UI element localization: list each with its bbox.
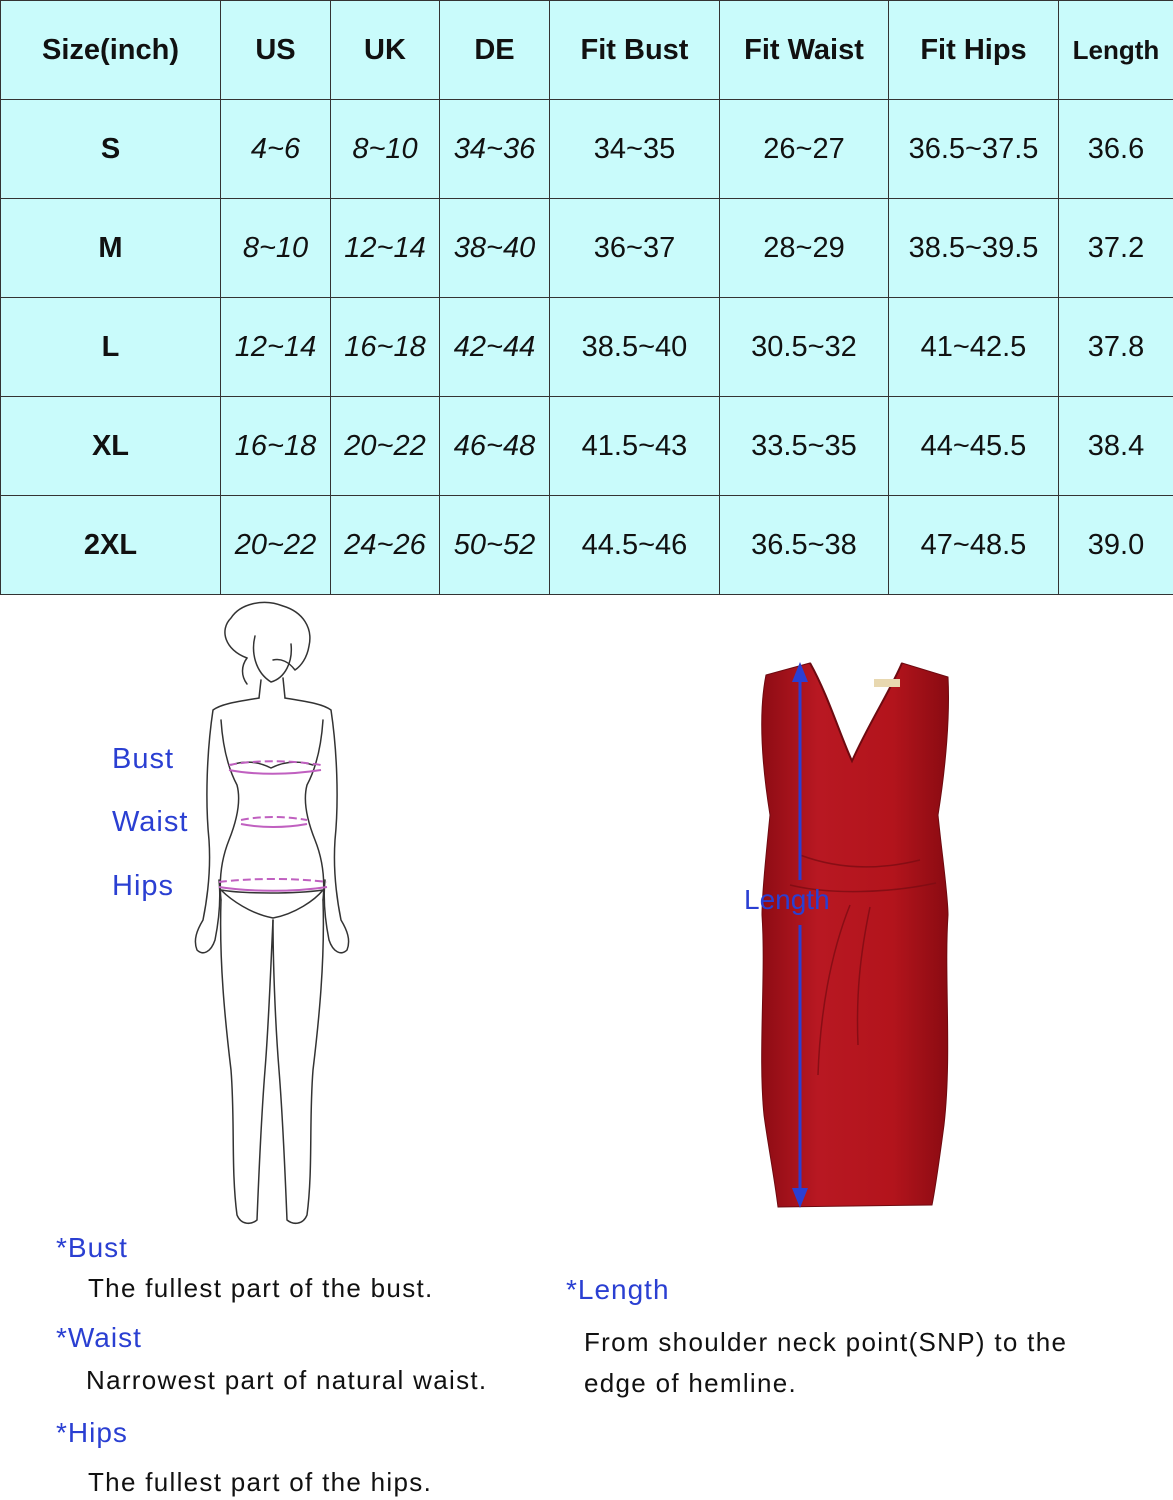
header-fit-bust: Fit Bust [550,1,720,100]
hips-label: Hips [112,870,175,902]
cell-length: 38.4 [1059,397,1173,496]
cell-size: 2XL [1,496,221,595]
waist-label: Waist [112,806,189,838]
cell-fit-hips: 44~45.5 [889,397,1059,496]
cell-us: 20~22 [221,496,331,595]
waist-definition-text: Narrowest part of natural waist. [86,1365,488,1395]
table-row [1,397,1173,496]
length-definition-text-line2: edge of hemline. [584,1368,798,1398]
cell-fit-hips: 38.5~39.5 [889,199,1059,298]
header-fit-waist: Fit Waist [720,1,889,100]
table-row [1,298,1173,397]
cell-fit-bust: 41.5~43 [550,397,720,496]
header-us: US [221,1,331,100]
cell-uk: 24~26 [331,496,440,595]
cell-de: 50~52 [440,496,550,595]
cell-fit-bust: 44.5~46 [550,496,720,595]
length-arrow-icon [790,660,810,1210]
cell-size: XL [1,397,221,496]
red-dress-icon [740,655,970,1215]
table-row [1,100,1173,199]
cell-fit-hips: 41~42.5 [889,298,1059,397]
cell-fit-hips: 36.5~37.5 [889,100,1059,199]
length-label: Length [744,884,830,915]
cell-us: 12~14 [221,298,331,397]
bust-definition-text: The fullest part of the bust. [88,1273,434,1303]
waist-definition-title: *Waist [56,1322,142,1353]
hips-definition-title: *Hips [56,1417,128,1448]
cell-uk: 12~14 [331,199,440,298]
cell-length: 39.0 [1059,496,1173,595]
cell-fit-hips: 47~48.5 [889,496,1059,595]
bust-label: Bust [112,743,175,775]
cell-fit-waist: 33.5~35 [720,397,889,496]
cell-us: 8~10 [221,199,331,298]
cell-fit-waist: 28~29 [720,199,889,298]
cell-de: 34~36 [440,100,550,199]
cell-length: 37.8 [1059,298,1173,397]
size-chart-table [0,0,1173,595]
table-row [1,199,1173,298]
cell-fit-bust: 38.5~40 [550,298,720,397]
cell-length: 36.6 [1059,100,1173,199]
cell-de: 46~48 [440,397,550,496]
woman-figure-outline-icon [185,600,365,1230]
bust-definition-title: *Bust [56,1232,128,1263]
cell-uk: 8~10 [331,100,440,199]
table-row [1,496,1173,595]
header-uk: UK [331,1,440,100]
waist-measure-line [241,817,307,820]
length-definition-text-line1: From shoulder neck point(SNP) to the [584,1327,1068,1357]
cell-length: 37.2 [1059,199,1173,298]
header-fit-hips: Fit Hips [889,1,1059,100]
cell-us: 16~18 [221,397,331,496]
header-size: Size(inch) [1,1,221,100]
cell-fit-waist: 36.5~38 [720,496,889,595]
cell-uk: 16~18 [331,298,440,397]
cell-size: M [1,199,221,298]
hips-definition-text: The fullest part of the hips. [88,1467,433,1497]
cell-de: 38~40 [440,199,550,298]
header-length: Length [1059,1,1173,100]
hips-measure-line [219,879,327,882]
cell-fit-waist: 26~27 [720,100,889,199]
table-header-row [1,1,1173,100]
cell-size: L [1,298,221,397]
cell-fit-bust: 36~37 [550,199,720,298]
header-de: DE [440,1,550,100]
cell-size: S [1,100,221,199]
length-definition-title: *Length [566,1274,670,1305]
cell-de: 42~44 [440,298,550,397]
cell-fit-waist: 30.5~32 [720,298,889,397]
cell-us: 4~6 [221,100,331,199]
cell-fit-bust: 34~35 [550,100,720,199]
cell-uk: 20~22 [331,397,440,496]
